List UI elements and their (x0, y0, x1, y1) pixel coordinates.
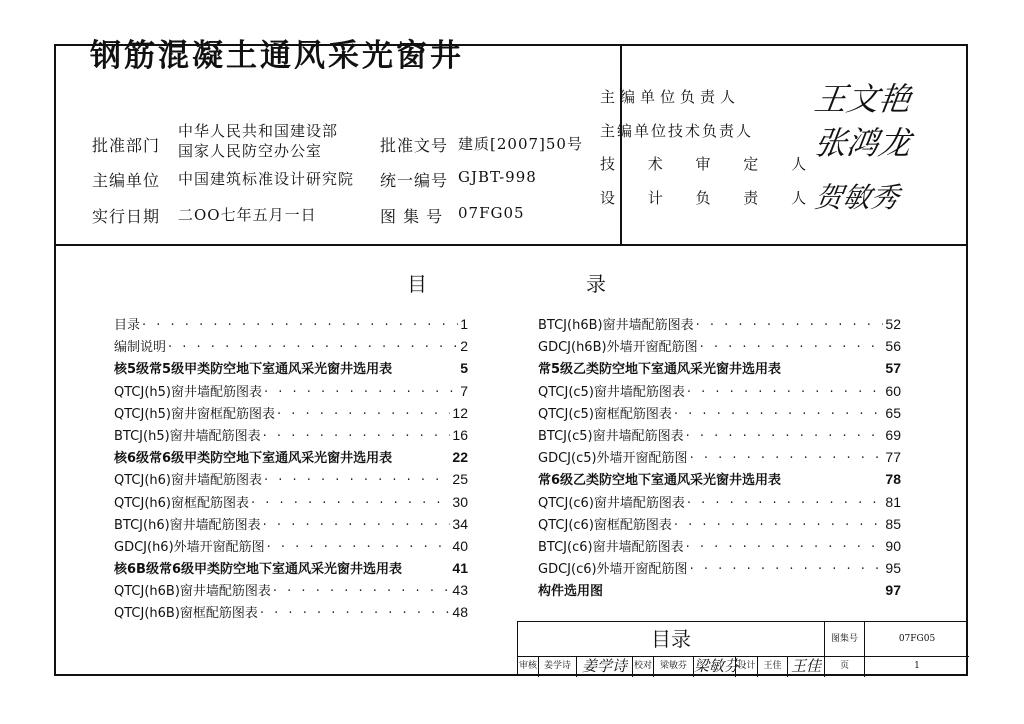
header-divider (56, 244, 966, 246)
toc-entry-label: 构件选用图 (538, 584, 604, 600)
approval-dept-label: 批准部门 (92, 136, 161, 155)
signature-design-lead: 贺敏秀 (812, 181, 902, 214)
toc-leader-dots (260, 606, 451, 621)
design-name: 王佳 (758, 657, 788, 677)
toc-entry (114, 536, 468, 558)
toc-entry (114, 358, 468, 380)
toc-entry-label: BTCJ(h6)窗井墙配筋图表 (114, 517, 261, 533)
toc-leader-dots (267, 540, 451, 555)
toc-right-column (538, 314, 901, 602)
toc-leader-dots (142, 318, 458, 333)
check-signature: 梁敏芬 (694, 657, 740, 675)
toc-left-column (114, 314, 468, 625)
toc-leader-dots (686, 429, 884, 444)
toc-entry-page: 12 (452, 404, 468, 421)
toc-entry (114, 381, 468, 403)
toc-entry-page: 81 (885, 493, 901, 510)
toc-entry (538, 425, 901, 447)
toc-entry-label: 核6级常6级甲类防空地下室通风采光窗井选用表 (114, 451, 393, 467)
toc-entry (538, 536, 901, 558)
page-label: 页 (825, 657, 865, 677)
toc-leader-dots (690, 451, 884, 466)
toc-leader-dots (700, 340, 884, 355)
toc-entry-page: 41 (452, 560, 468, 577)
toc-entry (538, 558, 901, 580)
toc-leader-dots (251, 496, 450, 511)
design-signature: 王佳 (788, 657, 825, 677)
atlas-no-value: 07FG05 (458, 204, 525, 222)
toc-entry-page: 5 (460, 360, 468, 377)
toc-entry-page: 65 (885, 404, 901, 421)
signature-tech-chief: 张鸿龙 (812, 124, 914, 162)
unified-code-value: GJBT-998 (458, 168, 537, 186)
toc-entry (538, 580, 901, 602)
toc-entry (538, 403, 901, 425)
toc-entry-label: 目录 (114, 318, 141, 333)
toc-entry (114, 602, 468, 624)
sig-role-tech-chief: 主编单位技术负责人 (600, 122, 754, 140)
toc-entry-page: 95 (885, 560, 901, 577)
toc-leader-dots (687, 496, 884, 511)
toc-entry-label: 核5级常5级甲类防空地下室通风采光窗井选用表 (114, 362, 393, 378)
toc-entry-page: 7 (460, 382, 468, 399)
toc-entry-label: QTCJ(h6B)窗井墙配筋图表 (114, 584, 271, 600)
effective-date-label: 实行日期 (92, 207, 161, 226)
toc-entry-page: 43 (452, 582, 468, 599)
toc-entry (538, 447, 901, 469)
toc-heading-left: 目 (407, 272, 427, 296)
review-name: 姜学诗 (539, 657, 577, 677)
toc-leader-dots (168, 340, 458, 355)
toc-entry-page: 1 (460, 316, 468, 332)
toc-entry-label: QTCJ(c5)窗框配筋图表 (538, 406, 672, 422)
toc-entry-page: 97 (885, 582, 901, 599)
page-value: 1 (914, 661, 920, 671)
toc-leader-dots (263, 518, 451, 533)
toc-leader-dots (696, 318, 884, 333)
toc-leader-dots (690, 562, 884, 577)
toc-entry-label: 常5级乙类防空地下室通风采光窗井选用表 (538, 362, 782, 378)
approval-doc-label: 批准文号 (380, 136, 449, 155)
toc-entry-page: 25 (452, 471, 468, 488)
signature-chief-editor: 王文艳 (812, 80, 914, 118)
toc-entry-page: 90 (885, 537, 901, 554)
toc-entry-label: GDCJ(c6)外墙开窗配筋图 (538, 562, 688, 578)
toc-entry (538, 381, 901, 403)
toc-entry (114, 580, 468, 602)
toc-leader-dots (273, 584, 451, 599)
toc-entry-page: 69 (885, 426, 901, 443)
toc-entry-label: 编制说明 (114, 340, 167, 356)
toc-leader-dots (686, 540, 884, 555)
toc-entry-page: 57 (885, 360, 901, 377)
toc-entry-label: QTCJ(c5)窗井墙配筋图表 (538, 384, 685, 400)
toc-heading-right: 录 (586, 272, 606, 296)
toc-entry-page: 56 (885, 338, 901, 355)
toc-entry (538, 314, 901, 336)
toc-entry (538, 492, 901, 514)
toc-entry (114, 403, 468, 425)
approval-dept-line2: 国家人民防空办公室 (178, 142, 323, 160)
toc-entry-label: GDCJ(h6)外墙开窗配筋图 (114, 539, 265, 555)
toc-entry (114, 558, 468, 580)
toc-entry-label: QTCJ(h5)窗井窗框配筋图表 (114, 406, 275, 422)
header-vertical-divider (620, 46, 622, 244)
toc-entry (114, 447, 468, 469)
toc-entry-page: 52 (885, 316, 901, 332)
toc-entry-page: 77 (885, 449, 901, 466)
toc-leader-dots (277, 407, 450, 422)
toc-entry-page: 2 (460, 338, 468, 355)
sig-role-tech-reviewer: 技 术 审 定 人 (600, 155, 821, 173)
toc-entry (538, 469, 901, 491)
toc-leader-dots (264, 473, 450, 488)
check-name: 梁敏芬 (654, 657, 694, 677)
toc-entry-page: 48 (452, 604, 468, 621)
approval-doc-value: 建质[2007]50号 (458, 135, 583, 153)
atlas-no-label: 图 集 号 (380, 207, 444, 226)
toc-entry-label: BTCJ(h6B)窗井墙配筋图表 (538, 318, 694, 333)
toc-entry-page: 60 (885, 382, 901, 399)
title-block-atlas-label: 图集号 (825, 622, 865, 657)
toc-entry-label: 核6B级常6级甲类防空地下室通风采光窗井选用表 (114, 562, 402, 578)
title-block-title: 目录 (518, 622, 825, 657)
toc-entry-label: QTCJ(h5)窗井墙配筋图表 (114, 384, 262, 400)
toc-entry-page: 40 (452, 537, 468, 554)
toc-entry-label: QTCJ(h6)窗井墙配筋图表 (114, 473, 262, 489)
toc-leader-dots (687, 385, 884, 400)
toc-entry (538, 514, 901, 536)
toc-entry-page: 78 (885, 471, 901, 488)
review-label: 审核 (518, 657, 539, 677)
unified-code-label: 统一编号 (380, 171, 449, 190)
toc-entry (538, 336, 901, 358)
toc-leader-dots (674, 518, 884, 533)
effective-date-value: 二OO七年五月一日 (178, 206, 317, 224)
toc-entry-label: GDCJ(c5)外墙开窗配筋图 (538, 451, 688, 467)
toc-entry-page: 34 (452, 515, 468, 532)
toc-entry-label: QTCJ(h6)窗框配筋图表 (114, 495, 249, 511)
design-label: 设计 (736, 657, 758, 677)
toc-entry-label: QTCJ(h6B)窗框配筋图表 (114, 606, 258, 622)
toc-entry-page: 22 (452, 449, 468, 466)
toc-entry-label: 常6级乙类防空地下室通风采光窗井选用表 (538, 473, 782, 489)
toc-entry-label: GDCJ(h6B)外墙开窗配筋图 (538, 340, 698, 356)
toc-entry (114, 314, 468, 336)
toc-entry-page: 85 (885, 515, 901, 532)
toc-entry-label: QTCJ(c6)窗井墙配筋图表 (538, 495, 685, 511)
toc-entry-page: 30 (452, 493, 468, 510)
toc-entry-page: 16 (452, 426, 468, 443)
approval-dept-line1: 中华人民共和国建设部 (178, 122, 339, 140)
review-signature: 姜学诗 (577, 657, 633, 677)
toc-entry-label: BTCJ(h5)窗井墙配筋图表 (114, 428, 261, 444)
toc-entry (114, 425, 468, 447)
editor-unit-label: 主编单位 (92, 171, 161, 190)
sig-role-design-lead: 设 计 负 责 人 (600, 189, 821, 207)
toc-leader-dots (264, 385, 458, 400)
toc-entry-label: BTCJ(c6)窗井墙配筋图表 (538, 539, 684, 555)
editor-unit-value: 中国建筑标准设计研究院 (178, 170, 355, 188)
toc-entry-label: QTCJ(c6)窗框配筋图表 (538, 517, 672, 533)
toc-entry (114, 514, 468, 536)
sig-role-chief-editor: 主编单位负责人 (600, 88, 741, 106)
toc-entry (114, 336, 468, 358)
title-block (517, 621, 968, 676)
toc-leader-dots (263, 429, 451, 444)
toc-entry (114, 469, 468, 491)
title-block-atlas-value: 07FG05 (865, 622, 969, 657)
toc-entry (114, 492, 468, 514)
toc-leader-dots (674, 407, 884, 422)
toc-entry (538, 358, 901, 380)
atlas-title: 钢筋混凝土通风采光窗井 (90, 38, 464, 74)
toc-entry-label: BTCJ(c5)窗井墙配筋图表 (538, 428, 684, 444)
check-label: 校对 (633, 657, 654, 677)
